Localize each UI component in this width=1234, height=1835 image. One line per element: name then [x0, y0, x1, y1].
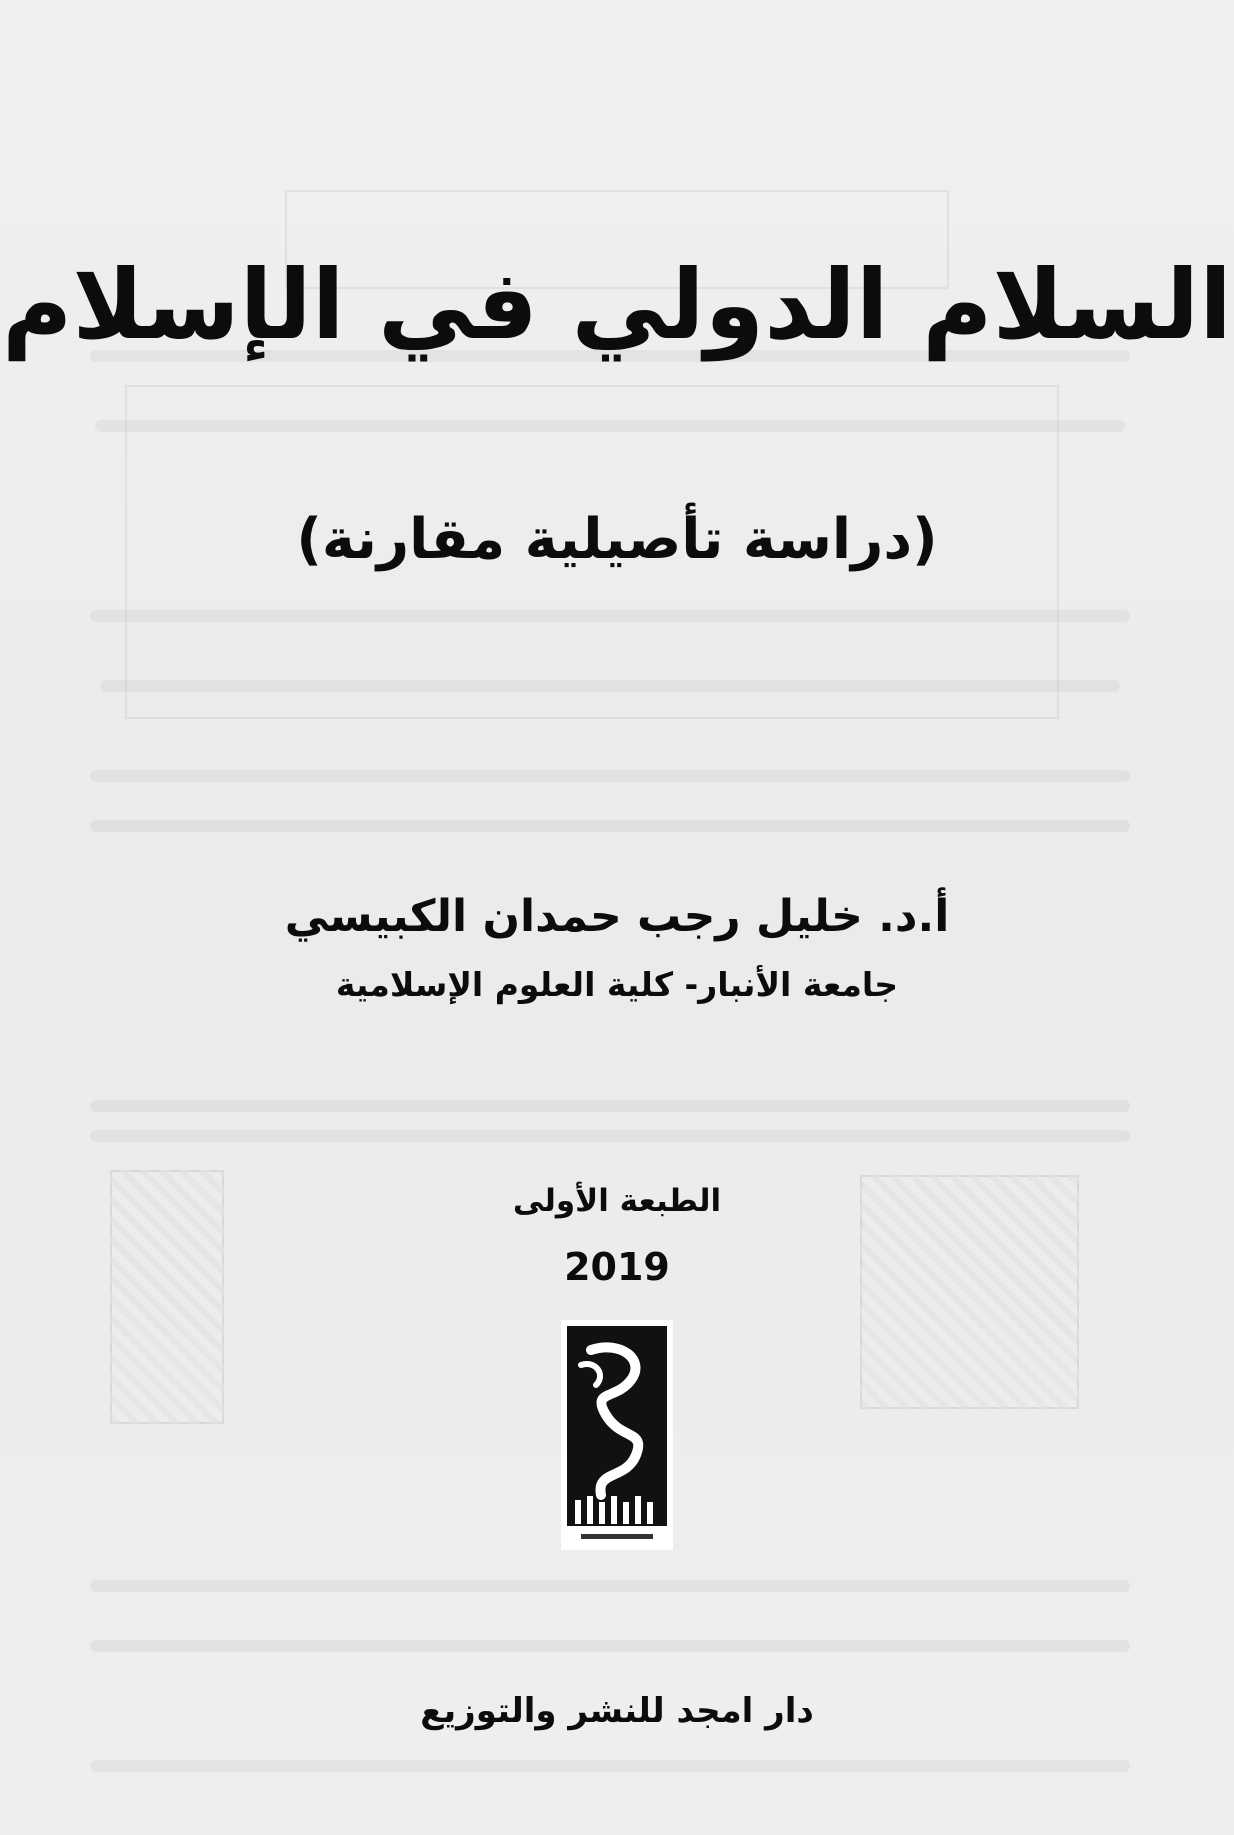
author-name: أ.د. خليل رجب حمدان الكبيسي [284, 891, 950, 942]
bleed-through-line [90, 770, 1130, 782]
publisher-logo-icon [561, 1320, 673, 1550]
bleed-through-line [90, 1640, 1130, 1652]
bleed-through-line [90, 610, 1130, 622]
bleed-through-line [90, 1580, 1130, 1592]
bleed-through-line [90, 820, 1130, 832]
bleed-through-line [90, 1130, 1130, 1142]
edition-label: الطبعة الأولى [512, 1183, 722, 1219]
publisher-name: دار امجد للنشر والتوزيع [420, 1691, 814, 1731]
author-affiliation: جامعة الأنبار- كلية العلوم الإسلامية [335, 965, 899, 1004]
bleed-through-line [90, 1760, 1130, 1772]
bleed-through-line [95, 420, 1125, 432]
publication-year: 2019 [564, 1245, 670, 1289]
bleed-through-line [90, 1100, 1130, 1112]
book-title: السلام الدولي في الإسلام [1, 249, 1233, 361]
bleed-through-line [100, 680, 1120, 692]
book-subtitle: (دراسة تأصيلية مقارنة) [296, 507, 938, 572]
